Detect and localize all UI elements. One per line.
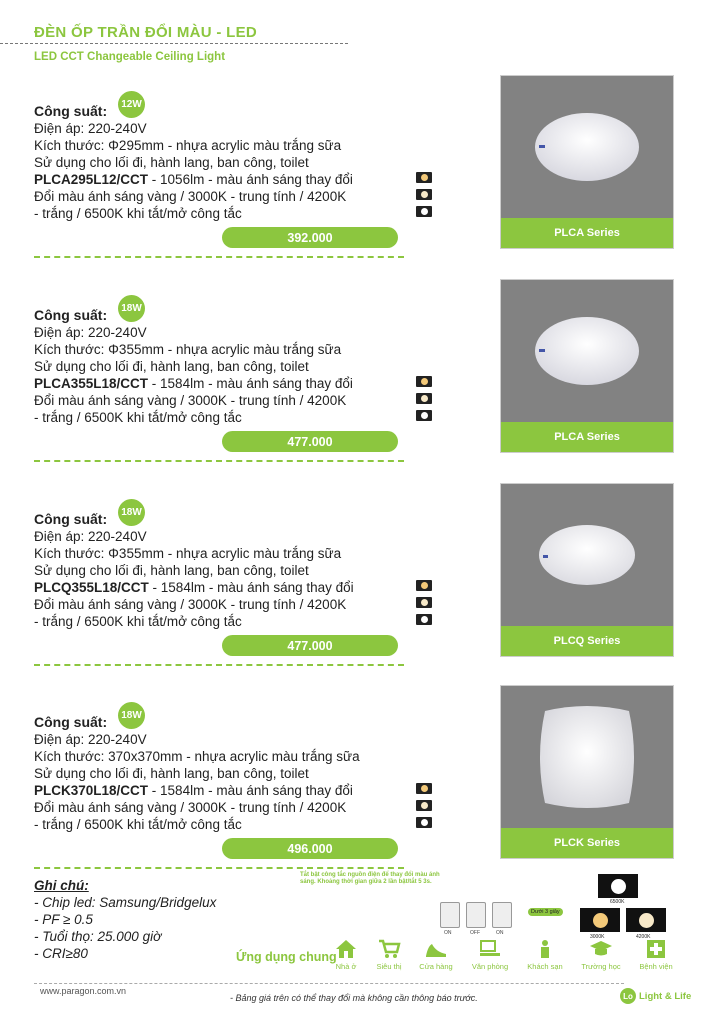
section-divider bbox=[34, 664, 404, 666]
cct-text: Đổi màu ánh sáng vàng / 3000K - trung tính / 4200K bbox=[34, 393, 347, 408]
white-light-icon bbox=[416, 206, 432, 217]
model-code: PLCA295L12/CCT bbox=[34, 172, 149, 187]
application-label: Văn phòng bbox=[471, 962, 509, 971]
application-item bbox=[575, 938, 627, 971]
size-text: Kích thước: 370x370mm - nhựa acrylic màu trắng sữa bbox=[34, 749, 360, 764]
series-label: PLCA Series bbox=[501, 422, 673, 452]
website-link[interactable]: www.paragon.com.vn bbox=[40, 986, 127, 996]
usage-text: Sử dụng cho lối đi, hành lang, ban công, toilet bbox=[34, 766, 309, 781]
wattage-badge: 18W bbox=[118, 295, 145, 322]
lumen-text: - 1584lm - màu ánh sáng thay đổi bbox=[148, 376, 353, 391]
lamp-shape bbox=[501, 76, 673, 218]
usage-text: Sử dụng cho lối đi, hành lang, ban công, toilet bbox=[34, 155, 309, 170]
cct-text-2: - trắng / 6500K khi tắt/mở công tắc bbox=[34, 817, 242, 832]
product-photo bbox=[500, 685, 674, 859]
product-specs bbox=[34, 307, 414, 426]
product-specs bbox=[34, 714, 414, 833]
neutral-light-icon bbox=[416, 800, 432, 811]
cct-text-2: - trắng / 6500K khi tắt/mở công tắc bbox=[34, 410, 242, 425]
lamp-image bbox=[501, 484, 673, 626]
section-divider bbox=[34, 867, 404, 869]
application-label: Siêu thị bbox=[376, 962, 402, 971]
product-photo bbox=[500, 483, 674, 657]
voltage-text: Điện áp: 220-240V bbox=[34, 732, 147, 747]
warm-light-icon bbox=[416, 376, 432, 387]
page-title: ĐÈN ỐP TRẦN ĐỔI MÀU - LED bbox=[34, 24, 258, 41]
voltage-text: Điện áp: 220-240V bbox=[34, 121, 147, 136]
neutral-light-icon bbox=[416, 189, 432, 200]
lumen-text: - 1584lm - màu ánh sáng thay đổi bbox=[148, 580, 354, 595]
series-label: PLCK Series bbox=[501, 828, 673, 858]
application-item bbox=[630, 938, 682, 971]
diagram-note: Tắt bật công tắc nguồn điện để thay đổi màu ánh sáng. Khoảng thời gian giữa 2 lần bật/tắt 5 3s. bbox=[300, 872, 440, 885]
cct-6500k-icon bbox=[598, 874, 638, 898]
cct-text-2: - trắng / 6500K khi tắt/mở công tắc bbox=[34, 614, 242, 629]
lumen-text: - 1584lm - màu ánh sáng thay đổi bbox=[148, 783, 353, 798]
cct-icon-group bbox=[416, 580, 434, 631]
lamp-image bbox=[501, 686, 673, 828]
price-tag: 477.000 bbox=[222, 635, 398, 656]
application-item bbox=[519, 938, 571, 971]
model-code: PLCA355L18/CCT bbox=[34, 376, 149, 391]
shoe-icon bbox=[424, 938, 448, 960]
footer-divider bbox=[34, 983, 624, 984]
applications-title: Ứng dụng chung bbox=[236, 950, 337, 964]
usage-text: Sử dụng cho lối đi, hành lang, ban công, toilet bbox=[34, 359, 309, 374]
office-icon bbox=[478, 938, 502, 960]
price-tag: 392.000 bbox=[222, 227, 398, 248]
product-photo bbox=[500, 279, 674, 453]
note-item: - CRI≥80 bbox=[34, 946, 88, 961]
lamp-image bbox=[501, 76, 673, 218]
price-tag: 477.000 bbox=[222, 431, 398, 452]
switch-label: ON bbox=[496, 930, 504, 936]
application-item bbox=[363, 938, 415, 971]
wattage-badge: 18W bbox=[118, 702, 145, 729]
cct-3000k-icon bbox=[580, 908, 620, 932]
power-label: Công suất: bbox=[34, 307, 108, 323]
power-label: Công suất: bbox=[34, 511, 108, 527]
wattage-badge: 18W bbox=[118, 499, 145, 526]
brand-logo bbox=[620, 988, 691, 1004]
warm-light-icon bbox=[416, 783, 432, 794]
cct-switch-diagram bbox=[290, 872, 678, 944]
application-label: Nhà ở bbox=[335, 962, 357, 971]
model-code: PLCK370L18/CCT bbox=[34, 783, 149, 798]
bellboy-icon bbox=[533, 938, 557, 960]
lamp-image bbox=[501, 280, 673, 422]
white-light-icon bbox=[416, 817, 432, 828]
logo-text: Light & Life bbox=[639, 990, 692, 1002]
application-label: Bệnh viện bbox=[639, 962, 673, 971]
cct-text: Đổi màu ánh sáng vàng / 3000K - trung tính / 4200K bbox=[34, 800, 347, 815]
white-light-icon bbox=[416, 410, 432, 421]
size-text: Kích thước: Φ355mm - nhựa acrylic màu trắng sữa bbox=[34, 342, 342, 357]
application-label: Trường học bbox=[581, 962, 621, 971]
lumen-text: - 1056lm - màu ánh sáng thay đổi bbox=[148, 172, 353, 187]
logo-mark-icon: Lo bbox=[620, 988, 636, 1004]
cct-text-2: - trắng / 6500K khi tắt/mở công tắc bbox=[34, 206, 242, 221]
cct-4200k-icon bbox=[626, 908, 666, 932]
switch-icon bbox=[466, 902, 486, 928]
power-label: Công suất: bbox=[34, 103, 108, 119]
cct-label: 6500K bbox=[610, 899, 625, 905]
house-icon bbox=[334, 938, 358, 960]
neutral-light-icon bbox=[416, 393, 432, 404]
neutral-light-icon bbox=[416, 597, 432, 608]
notes-block bbox=[34, 877, 216, 962]
title-divider bbox=[0, 43, 348, 44]
white-light-icon bbox=[416, 614, 432, 625]
application-label: Khách sạn bbox=[527, 962, 563, 971]
size-text: Kích thước: Φ295mm - nhựa acrylic màu trắng sữa bbox=[34, 138, 342, 153]
medical-cross-icon bbox=[644, 938, 668, 960]
section-divider bbox=[34, 256, 404, 258]
lamp-shape bbox=[501, 686, 673, 828]
notes-title: Ghi chú: bbox=[34, 878, 89, 893]
voltage-text: Điện áp: 220-240V bbox=[34, 325, 147, 340]
note-item: - PF ≥ 0.5 bbox=[34, 912, 93, 927]
price-tag: 496.000 bbox=[222, 838, 398, 859]
product-specs bbox=[34, 103, 414, 222]
lamp-shape bbox=[501, 484, 673, 626]
graduation-cap-icon bbox=[589, 938, 613, 960]
application-item bbox=[464, 938, 516, 971]
switch-label: ON bbox=[444, 930, 452, 936]
section-divider bbox=[34, 460, 404, 462]
cct-text: Đổi màu ánh sáng vàng / 3000K - trung tính / 4200K bbox=[34, 189, 347, 204]
power-label: Công suất: bbox=[34, 714, 108, 730]
price-disclaimer: - Bảng giá trên có thể thay đổi mà không cần thông báo trước. bbox=[230, 993, 478, 1003]
switch-label: OFF bbox=[470, 930, 480, 936]
cct-label: 4200K bbox=[636, 934, 651, 940]
cct-icon-group bbox=[416, 376, 434, 427]
series-label: PLCQ Series bbox=[501, 626, 673, 656]
note-item: - Chip led: Samsung/Bridgelux bbox=[34, 895, 217, 910]
warm-light-icon bbox=[416, 172, 432, 183]
switch-icon bbox=[492, 902, 512, 928]
application-label: Cửa hàng bbox=[419, 962, 453, 971]
size-text: Kích thước: Φ355mm - nhựa acrylic màu trắng sữa bbox=[34, 546, 342, 561]
page-subtitle: LED CCT Changeable Ceiling Light bbox=[34, 51, 226, 63]
cart-icon bbox=[377, 938, 401, 960]
usage-text: Sử dụng cho lối đi, hành lang, ban công, toilet bbox=[34, 563, 309, 578]
wattage-badge: 12W bbox=[118, 91, 145, 118]
cct-text: Đổi màu ánh sáng vàng / 3000K - trung tính / 4200K bbox=[34, 597, 347, 612]
warm-light-icon bbox=[416, 580, 432, 591]
product-photo bbox=[500, 75, 674, 249]
cct-label: 3000K bbox=[590, 934, 605, 940]
product-specs bbox=[34, 511, 414, 630]
lamp-shape bbox=[501, 280, 673, 422]
voltage-text: Điện áp: 220-240V bbox=[34, 529, 147, 544]
note-item: - Tuổi thọ: 25.000 giờ bbox=[34, 929, 162, 944]
model-code: PLCQ355L18/CCT bbox=[34, 580, 149, 595]
interval-badge: Dưới 3 giây bbox=[528, 908, 563, 916]
cct-icon-group bbox=[416, 172, 434, 223]
application-item bbox=[410, 938, 462, 971]
cct-icon-group bbox=[416, 783, 434, 834]
series-label: PLCA Series bbox=[501, 218, 673, 248]
switch-icon bbox=[440, 902, 460, 928]
